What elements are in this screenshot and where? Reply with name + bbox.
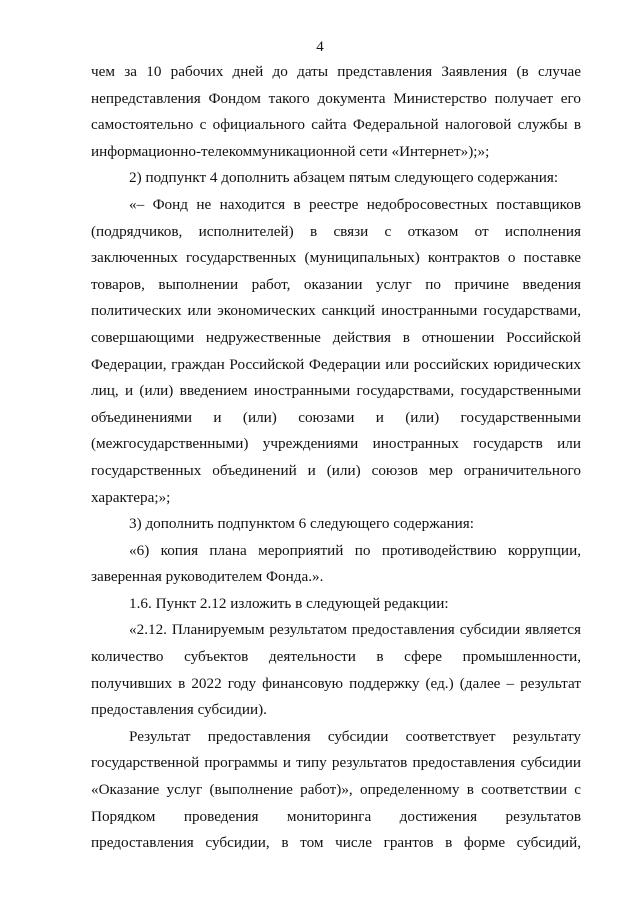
paragraph-point-2-12: «2.12. Планируемым результатом предоставления субсидии является количество субъектов деятельности в сфере промышленности, получивших в 2022 году финансовую поддержку (ед.) (далее – результат предоставления субсидии).	[91, 621, 581, 719]
paragraph-quoted-requirement: «– Фонд не находится в реестре недобросовестных поставщиков (подрядчиков, исполнителей) в связи с отказом от исполнения заключенных государственных (муниципальных) контрактов о поставке товаров, выполнении работ, оказании услуг по причине введения политических или экономических санкций иностранными государствами, совершающими недружественные действия в отношении Российской Федерации, граждан Российской Федерации или российских юридических лиц, и (или) введением иностранными государствами, государственными объединениями и (или) союзами и (или) государственными (межгосударственными) учреждениями иностранных государств или государственных объединений и (или) союзов мер ограничительного характера;»;	[91, 195, 581, 506]
paragraph-section-1-6: 1.6. Пункт 2.12 изложить в следующей редакции:	[129, 594, 449, 612]
paragraph-subpoint-3: 3) дополнить подпунктом 6 следующего содержания:	[129, 515, 474, 533]
paragraph-quoted-item-6: «6) копия плана мероприятий по противодействию коррупции, заверенная руководителем Фонда.».	[91, 541, 581, 586]
paragraph-continuation: чем за 10 рабочих дней до даты представления Заявления (в случае непредставления Фондом такого документа Министерство получает его самостоятельно с официального сайта Федеральной налоговой службы в информационно-телекоммуникационной сети «Интернет»);»;	[91, 63, 581, 160]
paragraph-result-description: Результат предоставления субсидии соответствует результату государственной программы и типу результатов предоставления субсидии «Оказание услуг (выполнение работ)», определенному в соответствии с Порядком проведения мониторинга достижения результатов предоставления субсидии, в том числе грантов в форме субсидий,	[91, 727, 581, 852]
paragraph-subpoint-2: 2) подпункт 4 дополнить абзацем пятым следующего содержания:	[129, 169, 559, 187]
page-number: 4	[316, 39, 324, 55]
document-body	[91, 59, 581, 857]
